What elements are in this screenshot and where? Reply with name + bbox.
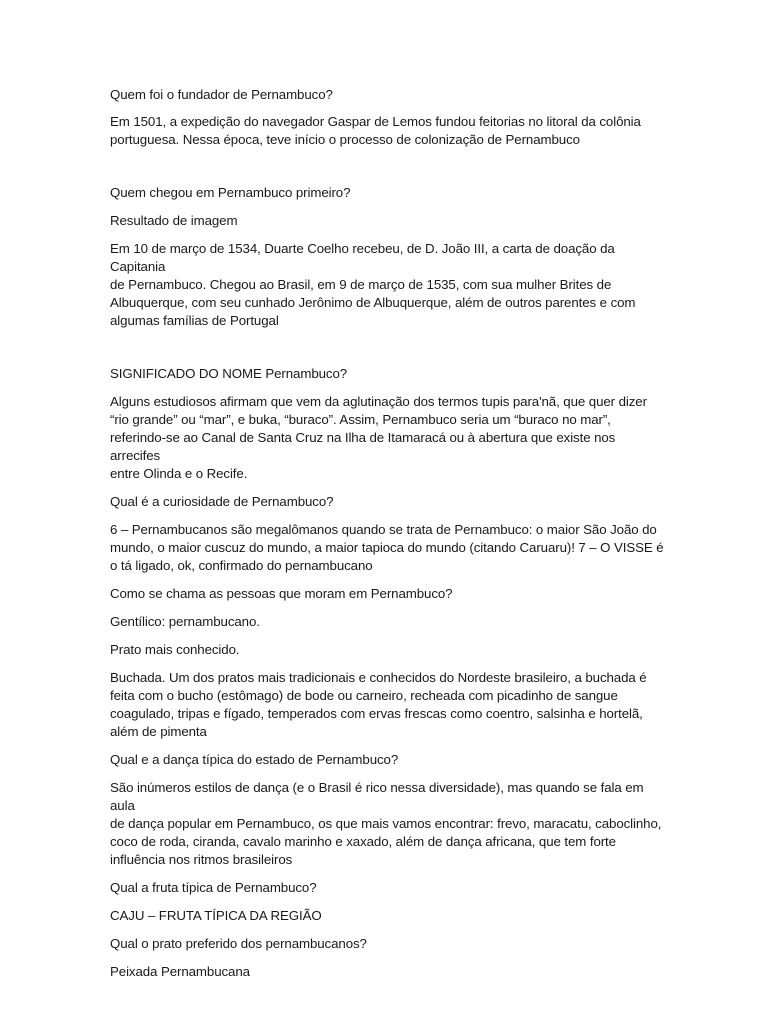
answer-typical-dance: São inúmeros estilos de dança (e o Brasil é rico nessa diversidade), mas quando se fala em aula de dança popular em Pernambuco, os que mais vamos encontrar: frevo, maracatu, caboclinho, coco de roda, ciranda, cavalo marinho e xaxado, além de dança africana, que tem forte influência nos ritmos brasileiros [110,780,662,867]
answer-first-arrival: Em 10 de março de 1534, Duarte Coelho recebeu, de D. João III, a carta de doação da Capitania de Pernambuco. Chegou ao Brasil, em 9 de março de 1535, com sua mulher Brites de Albuquerque, com seu cunhado Jerônimo de Albuquerque, além de outros parentes e com algumas famílias de Portugal [110,241,636,328]
answer-founder: Em 1501, a expedição do navegador Gaspar de Lemos fundou feitorias no litoral da colônia portuguesa. Nessa época, teve início o processo de colonização de Pernambuco [110,114,641,147]
question-known-dish: Prato mais conhecido. [110,642,240,657]
answer-curiosity: 6 – Pernambucanos são megalômanos quando se trata de Pernambuco: o maior São João do mundo, o maior cuscuz do mundo, a maior tapioca do mundo (citando Caruaru)! 7 – O VISSE é o tá ligado, ok, confirmado do pernambucano [110,522,664,573]
question-curiosity: Qual é a curiosidade de Pernambuco? [110,494,334,509]
question-name-meaning: SIGNIFICADO DO NOME Pernambuco? [110,366,348,381]
answer-name-meaning: Alguns estudiosos afirmam que vem da aglutinação dos termos tupis para'nã, que quer dizer “rio grande” ou “mar”, e buka, “buraco”. Assim, Pernambuco seria um “buraco no mar”, referindo-se ao Canal de Santa Cruz na Ilha de Itamaracá ou à abertura que existe nos arrecifes entre Olinda e o Recife. [110,394,647,481]
question-typical-fruit: Qual a fruta típica de Pernambuco? [110,880,317,895]
question-demonym: Como se chama as pessoas que moram em Pernambuco? [110,586,453,601]
question-founder: Quem foi o fundador de Pernambuco? [110,87,333,102]
answer-favorite-dish: Peixada Pernambucana [110,964,250,979]
question-first-arrival: Quem chegou em Pernambuco primeiro? [110,185,351,200]
question-favorite-dish: Qual o prato preferido dos pernambucanos? [110,936,367,951]
question-typical-dance: Qual e a dança típica do estado de Pernambuco? [110,752,399,767]
image-result-label: Resultado de imagem [110,213,238,228]
answer-typical-fruit: CAJU – FRUTA TÍPICA DA REGIÃO [110,908,322,923]
answer-known-dish: Buchada. Um dos pratos mais tradicionais e conhecidos do Nordeste brasileiro, a buchada é feita com o bucho (estômago) de bode ou carneiro, recheada com picadinho de sangue coagulado, tripas e fígado, temperados com ervas frescas como coentro, salsinha e hortelã, além de pimenta [110,670,647,739]
answer-demonym: Gentílico: pernambucano. [110,614,260,629]
